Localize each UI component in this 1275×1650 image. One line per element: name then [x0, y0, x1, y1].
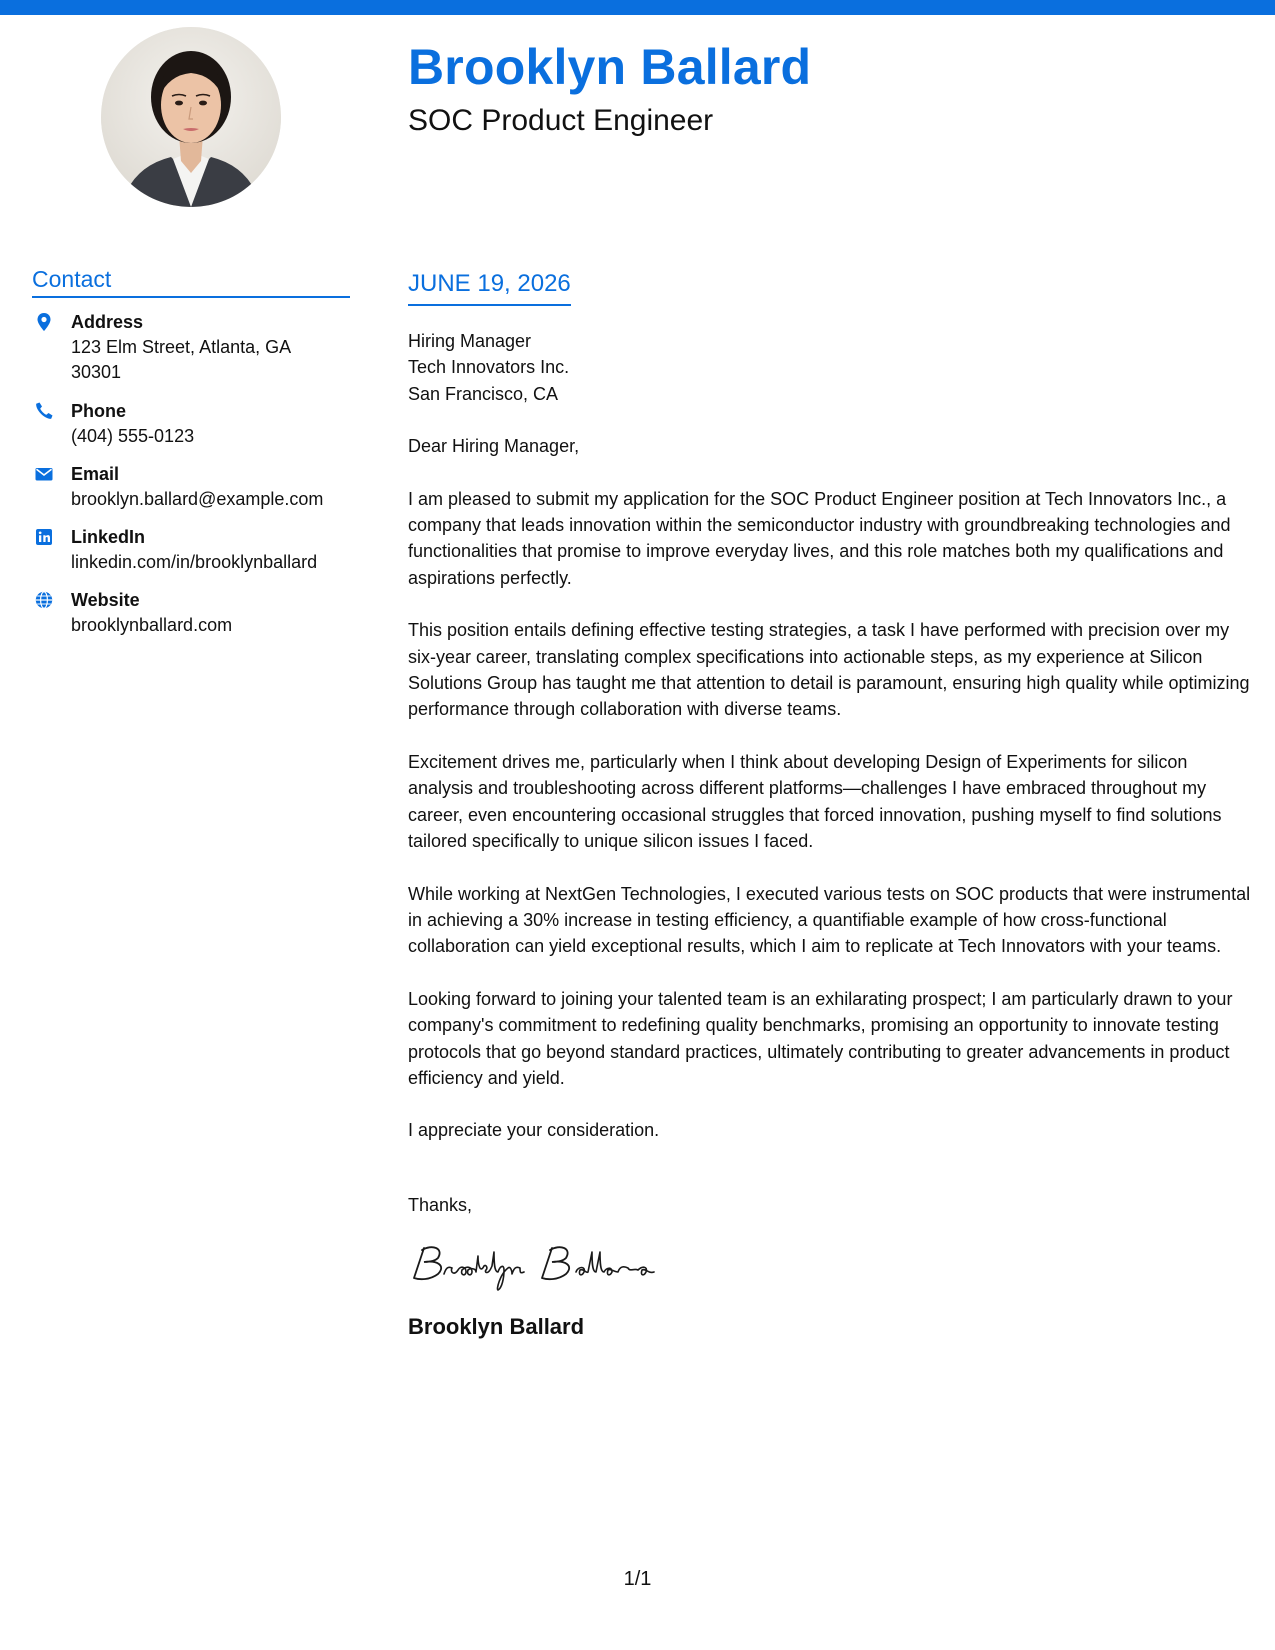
- closing-line: I appreciate your consideration.: [408, 1120, 660, 1141]
- contact-label: Address: [71, 312, 144, 332]
- contact-label: LinkedIn: [71, 527, 146, 547]
- linkedin-icon: [34, 527, 54, 547]
- recipient-line: Tech Innovators Inc.: [408, 357, 570, 378]
- handwritten-signature: [408, 1238, 678, 1294]
- contact-label: Phone: [71, 401, 127, 421]
- body-paragraph: Excitement drives me, particularly when I think about developing Design of Experiments for silicon analysis and troubleshooting across different platforms—challenges I have embraced throughout my career, even encountering occasional struggles that forced innovation, pushing myself to find solutions tailored specifically to unique silicon issues I faced.: [408, 751, 1222, 852]
- salutation: Dear Hiring Manager,: [408, 436, 580, 457]
- body-paragraph: I am pleased to submit my application for the SOC Product Engineer position at Tech Innovators Inc., a company that leads innovation within the semiconductor industry with groundbreaking technologies and functionalities that promise to improve everyday lives, and this role matches both my qualifications and aspirations perfectly.: [408, 488, 1231, 588]
- top-accent-bar: [0, 0, 1275, 15]
- letter-body: [408, 328, 1253, 1341]
- contact-item-website: [32, 588, 352, 638]
- contact-item-address: [32, 310, 352, 385]
- envelope-icon: [34, 464, 54, 484]
- job-title: SOC Product Engineer: [408, 104, 714, 137]
- signer-name: Brooklyn Ballard: [408, 1314, 585, 1340]
- recipient-block: [408, 328, 1253, 407]
- candidate-name: Brooklyn Ballard: [408, 39, 812, 95]
- email-value[interactable]: brooklyn.ballard@example.com: [71, 489, 324, 509]
- body-paragraph: This position entails defining effective testing strategies, a task I have performed with precision over my six-year career, translating complex specifications into actionable steps, as my experience at Silicon Solutions Group has taught me that attention to detail is paramount, ensuring high quality while optimizing performance through collaboration with diverse teams.: [408, 620, 1250, 720]
- globe-icon: [34, 590, 54, 610]
- linkedin-value[interactable]: linkedin.com/in/brooklynballard: [71, 552, 318, 572]
- map-pin-icon: [34, 312, 54, 332]
- profile-photo: [101, 27, 281, 207]
- recipient-line: Hiring Manager: [408, 331, 532, 351]
- phone-icon: [34, 401, 54, 421]
- body-paragraph: Looking forward to joining your talented team is an exhilarating prospect; I am particularly drawn to your company's commitment to redefining quality benchmarks, promising an opportunity to innovate testing protocols that go beyond standard practices, ultimately contributing to greater advancements in product efficiency and yield.: [408, 988, 1233, 1088]
- recipient-line: San Francisco, CA: [408, 383, 559, 404]
- phone-value[interactable]: (404) 555-0123: [71, 426, 195, 446]
- contact-item-phone: [32, 399, 352, 449]
- address-value: 123 Elm Street, Atlanta, GA 30301: [71, 337, 291, 382]
- page-number: 1/1: [623, 1568, 652, 1590]
- avatar: [101, 27, 281, 207]
- contact-item-email: [32, 462, 352, 512]
- body-paragraph: While working at NextGen Technologies, I executed various tests on SOC products that were instrumental in achieving a 30% increase in testing efficiency, a quantifiable example of how cross-functional collaboration can yield exceptional results, which I aim to replicate at Tech Innovators with your teams.: [408, 883, 1251, 957]
- contact-label: Email: [71, 464, 120, 484]
- contact-item-linkedin: [32, 525, 352, 575]
- letter-date: JUNE 19, 2026: [408, 270, 571, 306]
- contact-label: Website: [71, 590, 140, 610]
- signoff: Thanks,: [408, 1194, 473, 1215]
- website-value[interactable]: brooklynballard.com: [71, 615, 233, 635]
- contact-heading: Contact: [32, 267, 350, 298]
